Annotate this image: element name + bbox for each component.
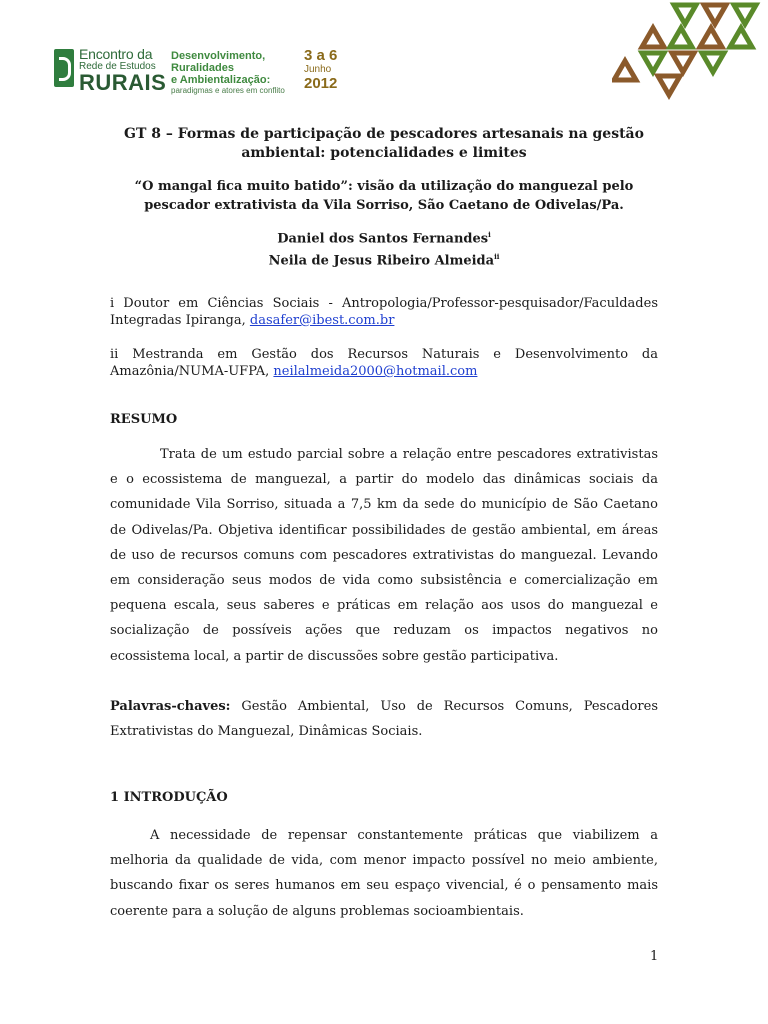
keywords-text: Gestão Ambiental, Uso de Recursos Comuns, Pescadores Extrativistas do Manguezal, Dinâmicas Sociais. [110,699,658,740]
rede-rurais-logo-icon [54,49,74,87]
email-link[interactable]: neilalmeida2000@hotmail.com [273,364,478,379]
author-footnote-mark: ii [494,252,500,262]
author-name: Daniel dos Santos Fernandes [277,231,489,247]
event-dates [304,48,337,91]
resumo-paragraph: Trata de um estudo parcial sobre a relação entre pescadores extrativistas e o ecossistema de manguezal, a partir do modelo das dinâmicas sociais da comunidade Vila Sorriso, situada a 7,5 km da sede do município de São Caetano de Odivelas/Pa. Objetiva identificar possibilidades de gestão ambiental, em áreas de uso de recursos comuns com pescadores extrativistas do manguezal. Levando em consideração seus modos de vida como subsistência e comercialização em pequena escala, seus saberes e práticas em relação aos usos do manguezal e socialização de possíveis ações que reduzam os impactos negativos no ecossistema local, a partir de discussões sobre gestão participativa. [110,447,658,664]
triangle-pattern-icon [612,0,768,100]
event-year: 2012 [304,75,338,92]
keywords-label: Palavras-chaves: [110,699,231,714]
event-name [79,47,166,94]
author [110,248,658,270]
affiliation [110,346,658,380]
resumo-heading: RESUMO [110,412,178,427]
event-tagline [171,50,285,96]
affiliation-text: ii Mestranda em Gestão dos Recursos Naturais e Desenvolvimento da Amazônia/NUMA-UFPA, [110,347,658,379]
event-month: Junho [304,64,332,75]
author-name: Neila de Jesus Ribeiro Almeida [268,253,495,269]
affiliation [110,295,658,329]
tagline-line: e Ambientalização: [171,74,271,86]
tagline-subtitle: paradigmas e atores em conflito [171,86,285,95]
affiliation-text: i Doutor em Ciências Sociais - Antropologia/Professor-pesquisador/Faculdades Integradas Ipiranga, [110,296,658,328]
author [110,226,658,248]
event-days: 3 a 6 [304,47,338,64]
event-name-line3: RURAIS [79,70,167,95]
tagline-line: Ruralidades [171,62,234,74]
author-list [110,226,658,271]
page-number: 1 [650,949,659,964]
document-subtitle: “O mangal fica muito batido”: visão da utilização do manguezal pelo pescador extrativista da Vila Sorriso, São Caetano de Odivelas/Pa. [134,179,634,213]
intro-paragraph: A necessidade de repensar constantemente práticas que viabilizem a melhoria da qualidade de vida, com menor impacto possível no meio ambiente, buscando fixar os seres humanos em seu espaço vivencial, é o pensamento mais coerente para a solução de alguns problemas socioambientais. [110,828,658,919]
document-title: GT 8 – Formas de participação de pescadores artesanais na gestão ambiental: potencialidades e limites [124,126,644,161]
author-footnote-mark: i [488,230,491,239]
event-name-line2: Rede de Estudos [79,61,156,72]
page-header [0,0,768,110]
tagline-line: Desenvolvimento, [171,50,266,62]
keywords [110,694,658,744]
intro-heading: 1 INTRODUÇÃO [110,790,228,805]
email-link[interactable]: dasafer@ibest.com.br [249,313,395,328]
event-name-line1: Encontro da [79,46,153,62]
